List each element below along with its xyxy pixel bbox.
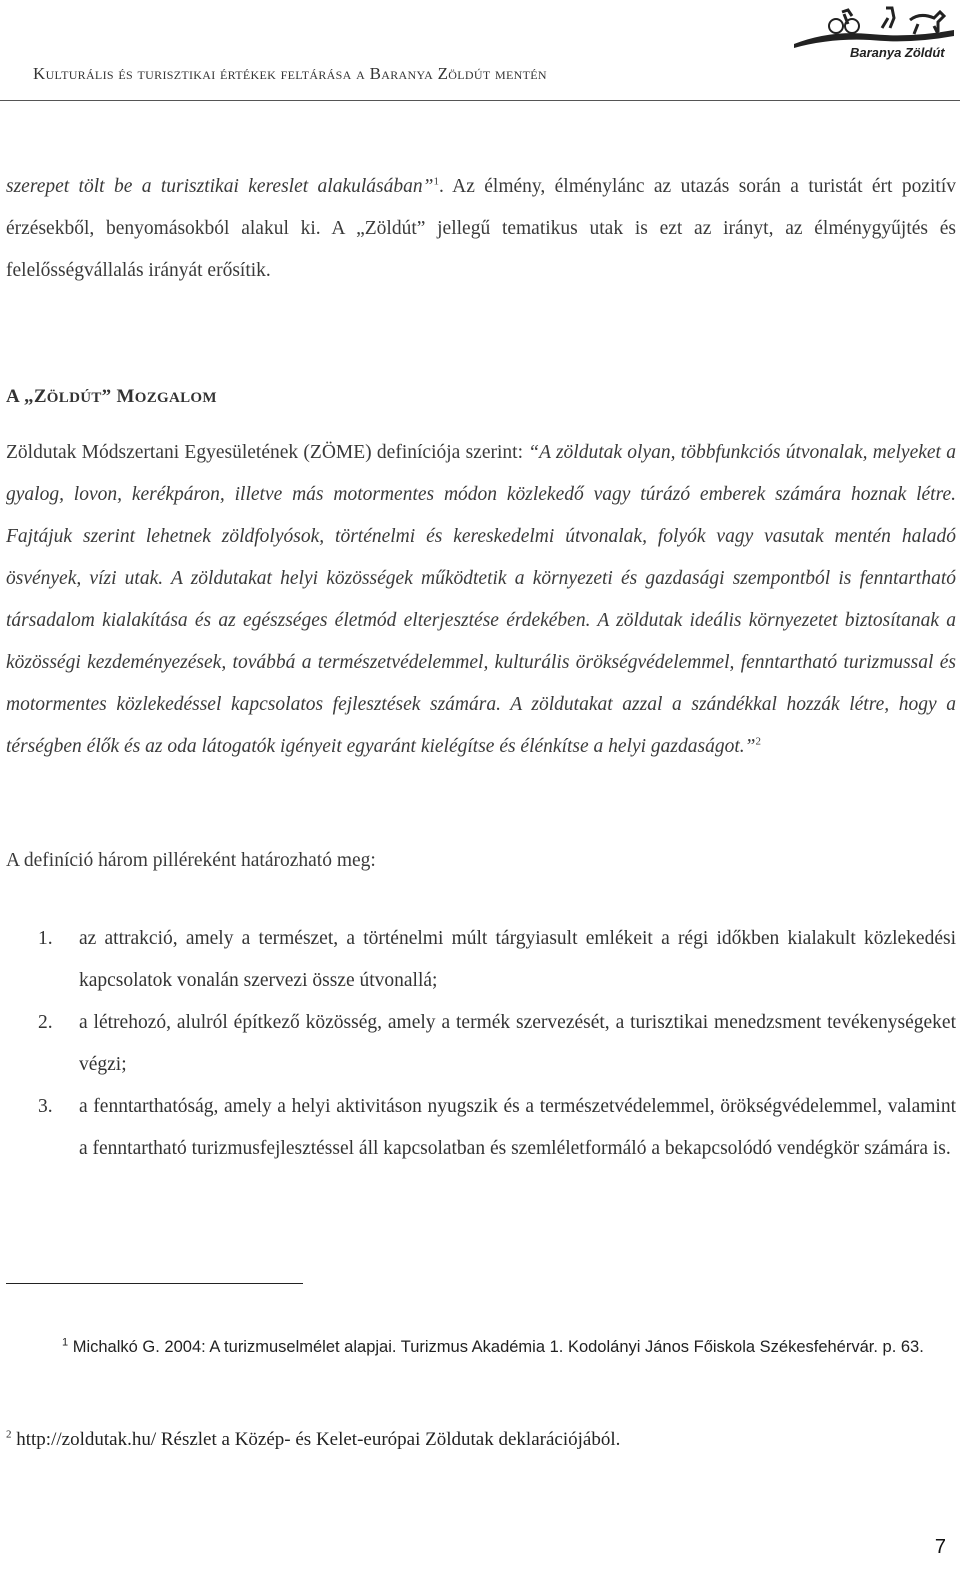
footnote-ref-1: 1 <box>433 175 439 188</box>
intro-paragraph <box>6 166 956 292</box>
page-header <box>0 0 960 103</box>
definition-lead: Zöldutak Módszertani Egyesületének (ZÖME) definíciója szerint: <box>6 442 529 463</box>
logo-text: Baranya Zöldút <box>850 45 945 60</box>
footnote-1: $^1$ Michalkó G. 2004: A turizmuselmélet alapjai. Turizmus Akadémia 1. Kodolányi János Főiskola Székesfehérvár. p. 63. <box>62 1336 924 1356</box>
pillars-list <box>6 918 956 1170</box>
list-item: 3. a fenntarthatóság, amely a helyi aktivitáson nyugszik és a természetvédelemmel, örökségvédelemmel, valamint a fenntartható turizmusfejlesztéssel áll kapcsolatban és szemléletformáló a bekapcsolódó vendégkör számára is. <box>38 1096 956 1159</box>
footnote-2: $^2$ http://zoldutak.hu/ Részlet a Közép- és Kelet-európai Zöldutak deklarációjából. <box>6 1428 621 1450</box>
header-rule <box>0 100 960 101</box>
header-title: Kulturális és turisztikai értékek feltárása a Baranya Zöldút mentén <box>33 64 547 83</box>
page-number: 7 <box>934 1536 946 1558</box>
baranya-zoldut-logo <box>790 0 958 60</box>
intro-text: . Az élmény, élménylánc az utazás során a turistát ért pozitív érzésekből, benyomásokból alakul ki. A „Zöldút” jellegű tematikus utak is ezt az irányt, az élménygyűjtés és felelősségvállalás irányát erősítik. <box>6 176 956 281</box>
list-item: 1. az attrakció, amely a természet, a történelmi múlt tárgyiasult emlékeit a régi időkben kialakult közlekedési kapcsolatok vonalán szervezi össze útvonallá; <box>38 928 956 991</box>
definition-paragraph <box>6 432 956 768</box>
definition-quote: “A zöldutak olyan, többfunkciós útvonalak, melyeket a gyalog, lovon, kerékpáron, illetve más motormentes módon közlekedő vagy túrázó emberek számára hoznak létre. Fajtájuk szerint lehetnek zöldfolyósok, történelmi és kereskedelmi útvonalak, folyók vagy vasutak mentén haladó ösvények, vízi utak. A zöldutakat helyi közösségek működtetik a környezeti és gazdasági szempontból is fenntartható társadalom kialakítása és az egészséges életmód elterjesztése érdekében. A zöldutak ideális környezetet biztosítanak a közösségi kezdeményezések, továbbá a természetvédelemmel, kulturális örökségvédelemmel, fenntartható turizmussal és motormentes közlekedéssel kapcsolatos fejlesztések számára. A zöldutakat azzal a szándékkal hozzák létre, hogy a térségben élők és az oda látogatók igényeit egyaránt kielégítse és élénkítse a helyi gazdaságot.” <box>6 442 956 757</box>
footnote-separator <box>6 1283 303 1284</box>
section-heading: A „ZÖLDÚT” MOZGALOM <box>6 386 217 407</box>
intro-italic: szerepet tölt be a turisztikai kereslet alakulásában” <box>6 176 434 197</box>
pillars-intro: A definíció három pilléreként határozható meg: <box>6 850 376 871</box>
footnote-ref-2: 2 <box>755 735 761 748</box>
list-item: 2. a létrehozó, alulról építkező közösség, amely a termék szervezését, a turisztikai menedzsment tevékenységeket végzi; <box>38 1012 956 1075</box>
